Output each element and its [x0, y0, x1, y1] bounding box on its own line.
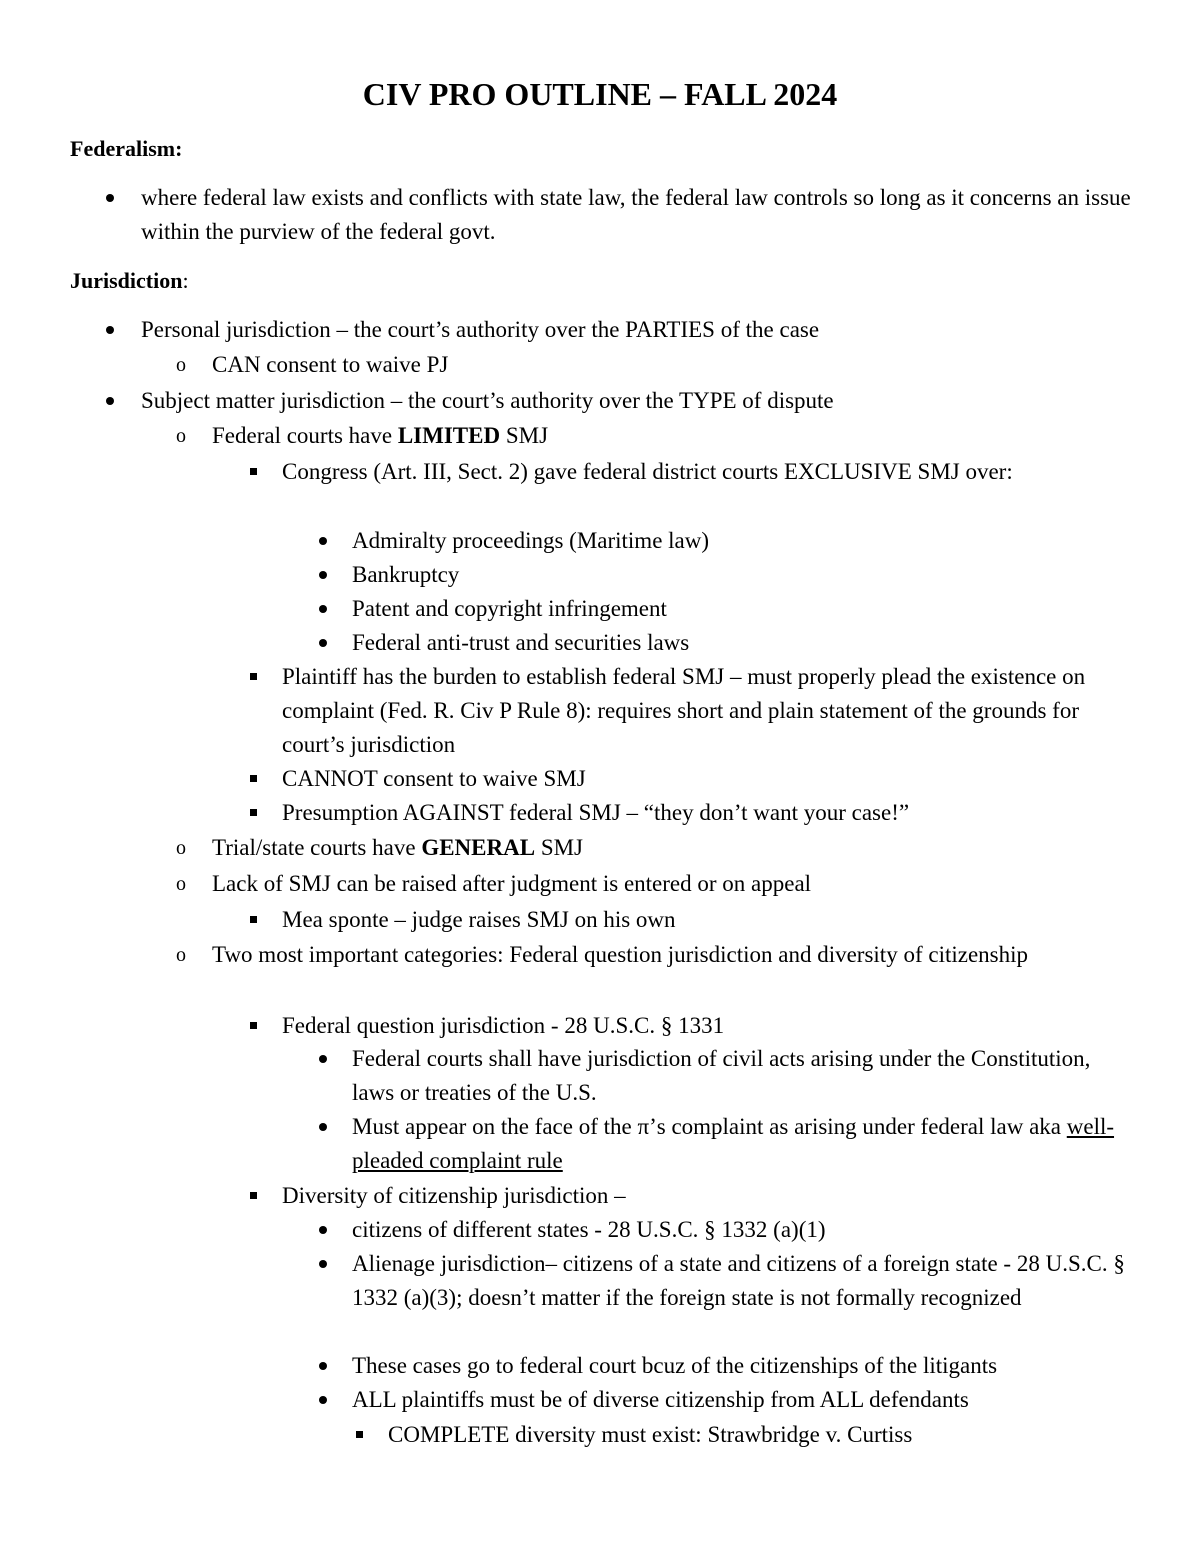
list-item: Congress (Art. III, Sect. 2) gave federal district courts EXCLUSIVE SMJ over:: [282, 455, 1122, 489]
list-item: Federal courts shall have jurisdiction of civil acts arising under the Constitution, laws or treaties of the U.S.: [352, 1042, 1132, 1110]
bullet-dot: [319, 1396, 327, 1404]
bullet-circle: o: [176, 354, 186, 376]
list-item: Patent and copyright infringement: [352, 592, 1132, 626]
list-item: COMPLETE diversity must exist: Strawbridge v. Curtiss: [388, 1418, 1128, 1452]
document-title: CIV PRO OUTLINE – FALL 2024: [362, 76, 838, 112]
bullet-dot: [319, 605, 327, 613]
bullet-square: [250, 916, 257, 923]
bullet-circle: o: [176, 873, 186, 895]
bullet-dot: [319, 1362, 327, 1370]
bullet-dot: [319, 537, 327, 545]
list-item: where federal law exists and conflicts with state law, the federal law controls so long as it concerns an issue within the purview of the federal govt.: [141, 181, 1131, 249]
list-item: Mea sponte – judge raises SMJ on his own: [282, 903, 1122, 937]
bullet-square: [250, 1192, 257, 1199]
list-item: Presumption AGAINST federal SMJ – “they don’t want your case!”: [282, 796, 1122, 830]
list-item: o Trial/state courts have GENERAL SMJ: [176, 835, 584, 860]
list-item: Admiralty proceedings (Maritime law): [352, 524, 1132, 558]
bullet-circle: o: [176, 944, 186, 966]
section-heading-federalism: Federalism:: [70, 136, 183, 161]
list-item: Plaintiff has the burden to establish federal SMJ – must properly plead the existence on complaint (Fed. R. Civ P Rule 8): requires short and plain statement of the grounds for court’s jurisdiction: [282, 660, 1122, 762]
list-item: Subject matter jurisdiction – the court’s authority over the TYPE of dispute: [141, 384, 1131, 418]
bullet-dot: [319, 1260, 327, 1268]
bullet-dot: [319, 571, 327, 579]
list-item: Alienage jurisdiction– citizens of a state and citizens of a foreign state - 28 U.S.C. § 1332 (a)(3); doesn’t matter if the foreign state is not formally recognized: [352, 1247, 1132, 1315]
bullet-square: [250, 468, 257, 475]
list-item: o Two most important categories: Federal question jurisdiction and diversity of citizenship: [176, 942, 1028, 967]
bullet-dot: [319, 639, 327, 647]
bullet-dot: [319, 1055, 327, 1063]
list-item: Diversity of citizenship jurisdiction –: [282, 1179, 1122, 1213]
bullet-square: [356, 1431, 363, 1438]
list-item: citizens of different states - 28 U.S.C. § 1332 (a)(1): [352, 1213, 1132, 1247]
list-item: These cases go to federal court bcuz of the citizenships of the litigants: [352, 1349, 1142, 1383]
bullet-square: [250, 809, 257, 816]
bullet-circle: o: [176, 425, 186, 447]
list-item: o Federal courts have LIMITED SMJ: [176, 423, 549, 448]
list-item: o CAN consent to waive PJ: [176, 352, 449, 377]
list-item: Federal anti-trust and securities laws: [352, 626, 1132, 660]
bullet-square: [250, 673, 257, 680]
section-heading-jurisdiction: Jurisdiction:: [70, 268, 189, 293]
list-item: Bankruptcy: [352, 558, 1132, 592]
bullet-circle: o: [176, 837, 186, 859]
list-item: Federal question jurisdiction - 28 U.S.C. § 1331: [282, 1009, 1122, 1043]
bullet-dot: [106, 326, 114, 334]
list-item: Personal jurisdiction – the court’s authority over the PARTIES of the case: [141, 313, 1131, 347]
list-item: CANNOT consent to waive SMJ: [282, 762, 1122, 796]
bullet-dot: [106, 194, 114, 202]
list-item: o Lack of SMJ can be raised after judgment is entered or on appeal: [176, 871, 812, 896]
bullet-dot: [106, 397, 114, 405]
list-item: Must appear on the face of the π’s complaint as arising under federal law aka well-pleaded complaint rule: [352, 1110, 1132, 1178]
bullet-dot: [319, 1123, 327, 1131]
bullet-dot: [319, 1226, 327, 1234]
bullet-square: [250, 775, 257, 782]
bullet-square: [250, 1022, 257, 1029]
list-item: ALL plaintiffs must be of diverse citizenship from ALL defendants: [352, 1383, 1142, 1417]
